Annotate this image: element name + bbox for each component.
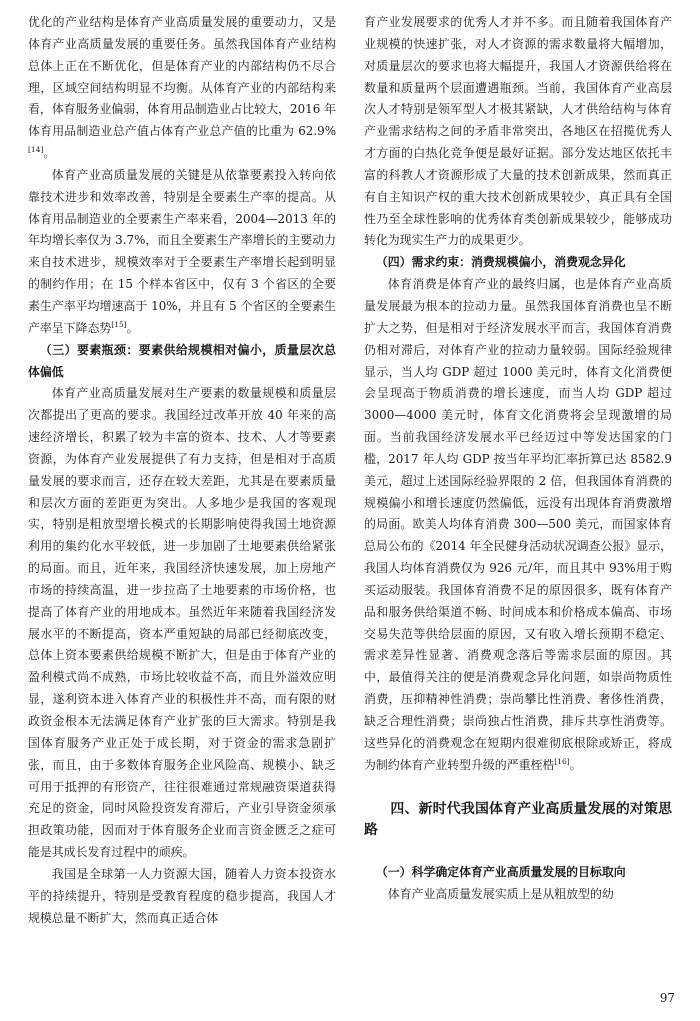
right-column [364, 12, 672, 906]
left-column [28, 12, 336, 929]
subheading: （四）需求约束：消费规模偏小，消费观念异化 [375, 255, 626, 270]
paragraph: 我国是全球第一人力资源大国，随着人力资本投资水平的持续提升，特别是受教育程度的稳步提高，我国人才规模总量不断扩大，然而真正适合体 [28, 866, 336, 925]
paragraph: 体育产业高质量发展的关键是从依靠要素投入转向依靠技术进步和效率改善，特别是全要素生产率的提高。从体育用品制造业的全要素生产率来看，2004—2013 年的年均增长率仅为 3.7%，而且全要素生产率增长的主要动力来自技术进步，规模效率对于全要素生产率增长起到明显的制约作用；在 15 个样本省区中，仅有 3 个省区的全要素生产率平均增速高于 10%，并且有 5 个省区的全要素生产率呈下降态势[15]。 [28, 167, 336, 335]
page-number: 97 [659, 991, 675, 1005]
paragraph: 体育消费是体育产业的最终归属，也是体育产业高质量发展最为根本的拉动力量。虽然我国体育消费也呈不断扩大之势，但是相对于经济发展水平而言，我国体育消费仍相对滞后，对体育产业的拉动力量较弱。国际经验规律显示，当人均 GDP 超过 1000 美元时，体育文化消费便会呈现高于物质消费的增长速度，而当人均 GDP 超过 3000—4000 美元时，体育文化消费将会呈现激增的局面。当前我国经济发展水平已经迈过中等发达国家的门槛，2017 年人均 GDP 按当年平均汇率折算已达 8582.9 美元，超过上述国际经验界限的 2 倍，但我国体育消费的规模偏小和增长速度仍然偏低，远没有出现体育消费激增的局面。欧美人均体育消费 300—500 美元，而国家体育总局公布的《2014 年全民健身活动状况调查公报》显示，我国人均体育消费仅为 926 元/年，而且其中 93%用于购买运动服装。我国体育消费不足的原因很多，既有体育产品和服务供给渠道不畅、时间成本和价格成本偏高、市场交易失范等供给层面的原因，又有收入增长预期不稳定、需求差异性显著、消费观念落后等需求层面的原因。其中，最值得关注的便是消费观念异化问题，如崇尚物质性消费，压抑精神性消费；崇尚攀比性消费、奢侈性消费，缺乏合理性消费；崇尚独占性消费，排斥共享性消费等。这些异化的消费观念在短期内很难彻底根除或矫正，将成为制约体育产业转型升级的严重桎梏[16]。 [364, 277, 672, 772]
citation: [15] [111, 319, 127, 329]
section-heading: 四、新时代我国体育产业高质量发展的对策思路 [364, 800, 672, 839]
subheading: （三）要素瓶颈：要素供给规模相对偏小，质量层次总体偏低 [28, 342, 336, 379]
citation: [14] [28, 145, 44, 155]
paragraph: 优化的产业结构是体育产业高质量发展的重要动力，又是体育产业高质量发展的重要任务。虽然我国体育产业结构总体上正在不断优化，但是体育产业的内部结构仍不尽合理，区域空间结构明显不均衡。从体育产业的内部结构来看，体育服务业偏弱，体育用品制造业占比较大，2016 年体育用品制造业总产值占体育产业总产值的比重为 62.9%[14]。 [28, 15, 336, 161]
subheading: （一）科学确定体育产业高质量发展的目标取向 [375, 865, 626, 880]
citation: [16] [554, 756, 570, 766]
paragraph: 体育产业高质量发展对生产要素的数量规模和质量层次都提出了更高的要求。我国经过改革开放 40 年来的高速经济增长，积累了较为丰富的资本、技术、人才等要素资源，为体育产业发展提供了有力支持，但是相对于高质量发展的要求而言，还存在较大差距，尤其是在要素质量和层次方面的差距更为突出。人多地少是我国的客观现实，特别是粗放型增长模式的长期影响使得我国土地资源利用的集约化水平较低，进一步加剧了土地要素供给紧张的局面。而且，近年来，我国经济快速发展，加上房地产市场的持续高温，进一步拉高了土地要素的市场价格，也提高了体育产业的用地成本。虽然近年来随着我国经济发展水平的不断提高，资本严重短缺的局部已经彻底改变，总体上资本要素供给规模不断扩大，但是由于体育产业的盈利模式尚不成熟，市场比较收益不高，而且外溢效应明显，遂利资本进入体育产业的积极性并不高，而有限的财政资金根本无法满足体育产业扩张的巨大需求。特别是我国体育服务产业正处于成长期，对于资金的需求急剧扩张，而且，由于多数体育服务企业风险高、规模小、缺乏可用于抵押的有形资产，往往很难通过常规融资渠道获得充足的资金，同时风险投资发育滞后，产业引导资金须承担政策功能，因而对于体育服务企业而言资金匮乏之症可能是其成长发育过程中的顽疾。 [28, 386, 336, 860]
paragraph: 体育产业高质量发展实质上是从粗放型的幼 [387, 887, 614, 902]
paragraph: 育产业发展要求的优秀人才并不多。而且随着我国体育产业规模的快速扩张，对人才资源的需求数量将大幅增加，对质量层次的要求也将大幅提升，我国人才资源供给将在数量和质量两个层面遭遇瓶颈。当前，我国体育产业高层次人才特别是领军型人才极其紧缺，人才供给结构与体育产业需求结构之间的矛盾非常突出，各地区在招揽优秀人才方面的白热化竞争便是最好证据。部分发达地区依托丰富的科教人才资源形成了大量的技术创新成果，然而真正有自主知识产权的重大技术创新成果较少，真正具有全国性乃至全球性影响的优秀体育类创新成果较少，能够成功转化为现实生产力的成果更少。 [364, 15, 672, 248]
